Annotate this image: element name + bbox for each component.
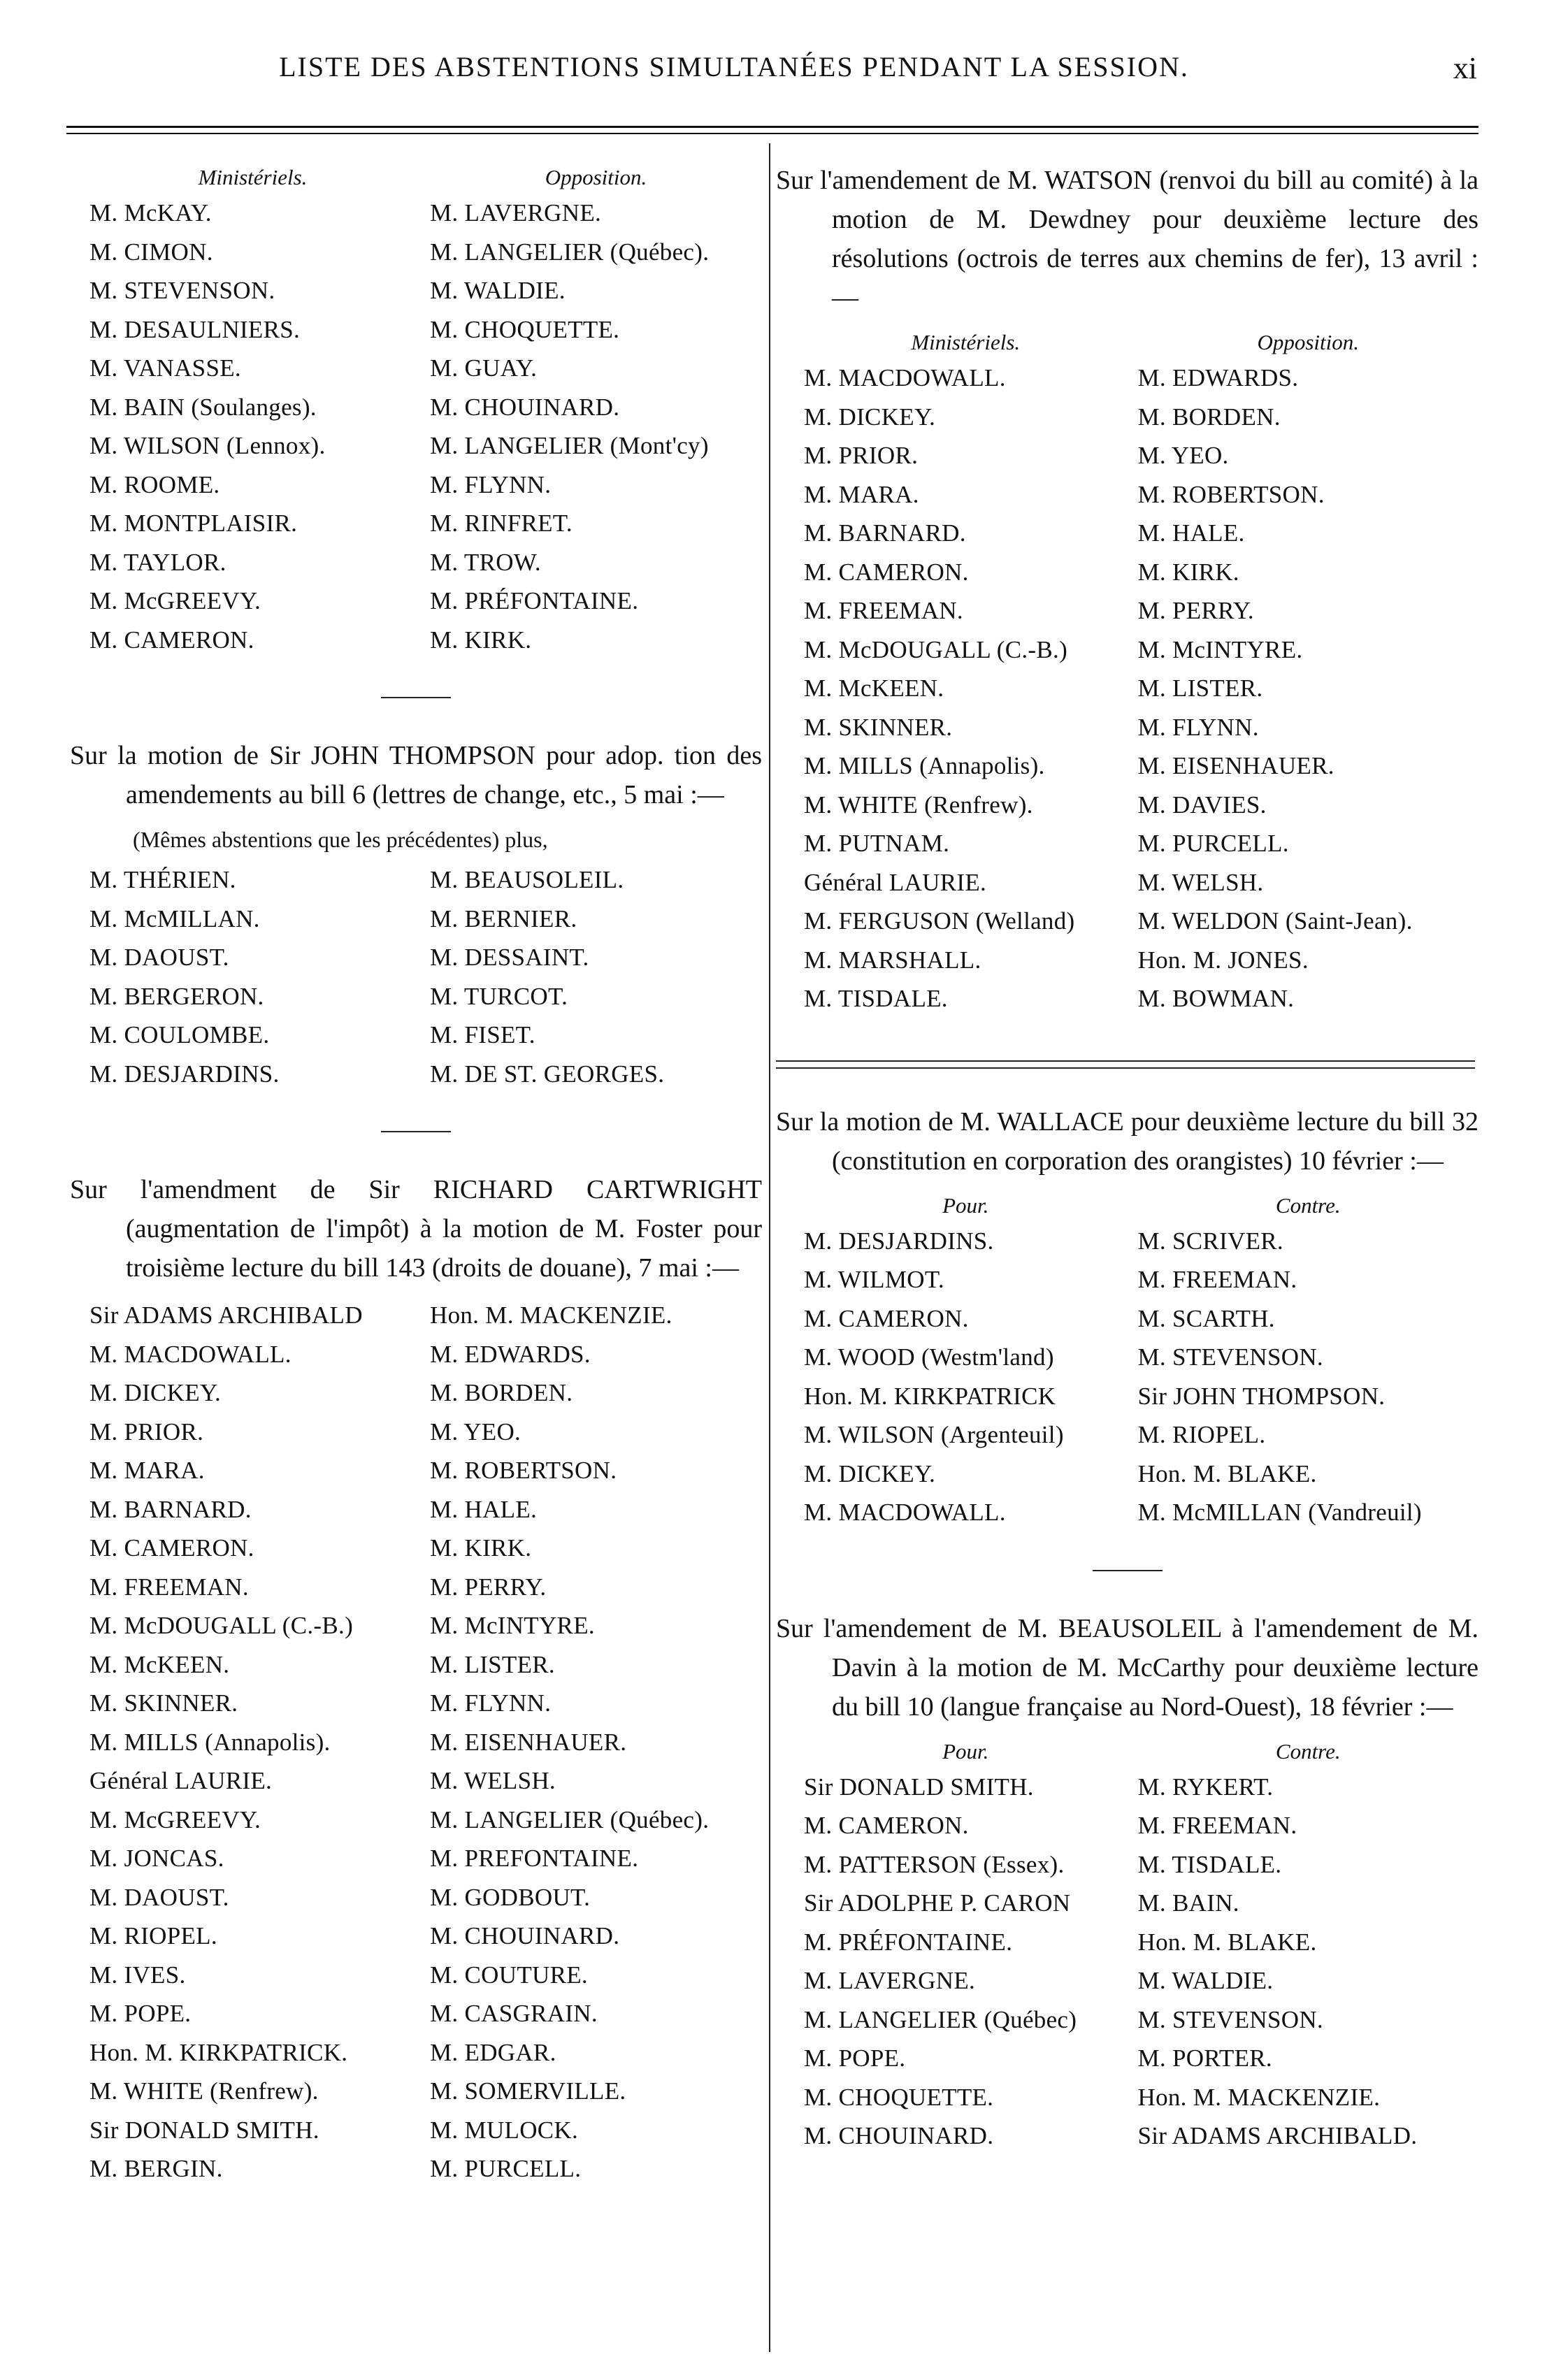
- member-name: M. BOWMAN.: [1137, 985, 1295, 1012]
- member-name: M. MULOCK.: [430, 2116, 579, 2144]
- contre-column: [1128, 1189, 1479, 1532]
- member-name: M. EISENHAUER.: [430, 1728, 627, 1756]
- member-name: M. WILSON (Lennox).: [89, 432, 326, 459]
- section-double-rule: [776, 1060, 1475, 1074]
- member-name: M. FREEMAN.: [804, 597, 963, 624]
- member-name: M. WOOD (Westm'land): [804, 1343, 1054, 1371]
- member-name: M. CAMERON.: [89, 1534, 254, 1562]
- member-name: M. FREEMAN.: [89, 1573, 249, 1601]
- member-name: M. PRÉFONTAINE.: [430, 587, 639, 614]
- member-name: M. DAOUST.: [89, 944, 229, 971]
- member-name: M. COUTURE.: [430, 1961, 588, 1989]
- member-name: M. MILLS (Annapolis).: [804, 752, 1045, 779]
- member-name: M. WELSH.: [1137, 868, 1264, 896]
- section-separator: [381, 1131, 451, 1132]
- member-name: M. McDOUGALL (C.-B.): [89, 1612, 354, 1639]
- member-name: M. WILSON (Argenteuil): [804, 1421, 1064, 1448]
- section-separator: [1093, 1570, 1163, 1571]
- opposition-column: [1128, 326, 1479, 1018]
- member-name: M. CAMERON.: [804, 558, 969, 586]
- header-rule-thin: [66, 133, 1478, 134]
- member-name: M. HALE.: [430, 1495, 538, 1523]
- member-name: M. KIRK.: [1137, 558, 1239, 586]
- motion-text: Sur l'amendement de M. WATSON (renvoi du bill au comité) à la motion de M. Dewdney pour deuxième lecture des résolutions (octrois de terres aux chemins de fer), 13 avril :—: [776, 166, 1478, 312]
- member-name: M. FLYNN.: [430, 1689, 552, 1717]
- member-name: M. ROBERTSON.: [1137, 480, 1325, 508]
- member-name: M. RIOPEL.: [1137, 1421, 1266, 1448]
- member-name: M. WILMOT.: [804, 1266, 944, 1293]
- member-name: Sir ADOLPHE P. CARON: [804, 1889, 1071, 1917]
- member-name: Hon. M. MACKENZIE.: [430, 1301, 672, 1329]
- member-name: M. PRIOR.: [804, 442, 919, 469]
- opposition-column: [416, 860, 762, 1093]
- member-name: M. IVES.: [89, 1961, 186, 1989]
- column-divider: [769, 143, 770, 2352]
- ministeriels-column: [70, 161, 416, 659]
- member-name: M. LANGELIER (Québec).: [430, 1805, 710, 1833]
- member-name: M. BAIN (Soulanges).: [89, 393, 317, 421]
- member-name: M. DAVIES.: [1137, 791, 1267, 818]
- member-name: M. PUTNAM.: [804, 830, 950, 857]
- member-name: M. WALDIE.: [430, 277, 566, 304]
- page-header: [70, 50, 1477, 99]
- member-name: M. ROOME.: [89, 470, 220, 498]
- left-column: [70, 161, 762, 2188]
- member-name: M. LISTER.: [1137, 675, 1263, 702]
- ministeriels-column: [776, 326, 1128, 1018]
- member-name: M. PRÉFONTAINE.: [804, 1928, 1013, 1956]
- member-name: M. McKEEN.: [804, 675, 944, 702]
- member-name: M. LANGELIER (Québec).: [430, 238, 710, 266]
- member-name: M. McDOUGALL (C.-B.): [804, 635, 1068, 663]
- member-name: M. PRIOR.: [89, 1418, 204, 1445]
- member-name: M. EDGAR.: [430, 2038, 556, 2066]
- member-name: M. ROBERTSON.: [430, 1457, 617, 1484]
- member-name: M. SKINNER.: [804, 713, 953, 741]
- member-name: M. LANGELIER (Mont'cy): [430, 432, 709, 459]
- member-name: M. EDWARDS.: [430, 1340, 591, 1368]
- member-name: M. STEVENSON.: [1137, 1343, 1323, 1371]
- member-name: M. RINFRET.: [430, 510, 573, 537]
- member-name: M. MACDOWALL.: [804, 364, 1006, 391]
- vote-list: [776, 326, 1478, 1018]
- member-name: M. WELSH.: [430, 1767, 556, 1794]
- member-name: M. MARSHALL.: [804, 946, 981, 974]
- member-name: M. TROW.: [430, 548, 541, 576]
- member-name: M. CIMON.: [89, 238, 213, 266]
- member-name: M. SOMERVILLE.: [430, 2077, 626, 2105]
- member-name: M. DESAULNIERS.: [89, 315, 301, 343]
- member-name: M. GUAY.: [430, 354, 538, 382]
- member-name: Général LAURIE.: [804, 868, 987, 896]
- member-name: M. TISDALE.: [804, 985, 948, 1012]
- member-name: M. McMILLAN.: [89, 904, 260, 932]
- member-name: Général LAURIE.: [89, 1767, 273, 1794]
- member-name: M. CHOQUETTE.: [804, 2083, 994, 2111]
- member-name: M. DICKEY.: [804, 403, 936, 431]
- member-name: Hon. M. BLAKE.: [1137, 1459, 1317, 1487]
- member-name: Hon. M. KIRKPATRICK.: [89, 2038, 348, 2066]
- member-name: M. DESSAINT.: [430, 944, 589, 971]
- opposition-column: [416, 161, 762, 659]
- member-name: M. KIRK.: [430, 1534, 532, 1562]
- member-name: M. MACDOWALL.: [89, 1340, 292, 1368]
- column-header: Ministériels.: [198, 165, 308, 189]
- member-name: M. MARA.: [89, 1457, 205, 1484]
- member-name: M. BORDEN.: [1137, 403, 1281, 431]
- member-name: M. McINTYRE.: [1137, 635, 1303, 663]
- member-name: M. BARNARD.: [804, 519, 966, 547]
- member-name: M. DICKEY.: [89, 1379, 222, 1406]
- pour-column: [776, 1189, 1128, 1532]
- motion-text: Sur l'amendement de M. BEAUSOLEIL à l'amendement de M. Davin à la motion de M. McCarthy pour deuxième lecture du bill 10 (langue française au Nord-Ouest), 18 février :—: [776, 1613, 1478, 1722]
- vote-list: [776, 1735, 1478, 2156]
- member-name: M. BERGIN.: [89, 2155, 223, 2182]
- member-name: M. MACDOWALL.: [804, 1499, 1006, 1526]
- motion-text: Sur la motion de M. WALLACE pour deuxième lecture du bill 32 (constitution en corporation des orangistes) 10 février :—: [776, 1106, 1478, 1176]
- member-name: M. McGREEVY.: [89, 587, 261, 614]
- member-name: M. DESJARDINS.: [89, 1060, 280, 1088]
- right-column: [776, 161, 1478, 2156]
- member-name: Hon. M. JONES.: [1137, 946, 1309, 974]
- member-name: M. PATTERSON (Essex).: [804, 1850, 1065, 1878]
- column-header: Opposition.: [545, 165, 647, 189]
- member-name: Sir DONALD SMITH.: [89, 2116, 319, 2144]
- member-name: M. GODBOUT.: [430, 1883, 591, 1911]
- member-name: M. YEO.: [430, 1418, 521, 1445]
- member-name: M. CASGRAIN.: [430, 2000, 598, 2027]
- member-name: M. BAIN.: [1137, 1889, 1239, 1917]
- member-name: M. SCARTH.: [1137, 1304, 1275, 1332]
- member-name: M. BERNIER.: [430, 904, 577, 932]
- member-name: M. DAOUST.: [89, 1883, 229, 1911]
- member-name: M. FISET.: [430, 1021, 535, 1048]
- member-name: M. LANGELIER (Québec): [804, 2005, 1077, 2033]
- member-name: M. STEVENSON.: [1137, 2005, 1323, 2033]
- vote-list: [70, 161, 762, 659]
- member-name: M. MARA.: [804, 480, 919, 508]
- member-name: M. EISENHAUER.: [1137, 752, 1334, 779]
- member-name: M. FREEMAN.: [1137, 1812, 1297, 1839]
- member-name: M. HALE.: [1137, 519, 1245, 547]
- member-name: M. McMILLAN (Vandreuil): [1137, 1499, 1422, 1526]
- column-header: Contre.: [1275, 1738, 1341, 1764]
- member-name: M. WHITE (Renfrew).: [804, 791, 1033, 818]
- member-name: M. PURCELL.: [1137, 830, 1289, 857]
- member-name: M. RIOPEL.: [89, 1922, 217, 1949]
- member-name: M. DE ST. GEORGES.: [430, 1060, 665, 1088]
- contre-column: [1128, 1735, 1479, 2156]
- member-name: M. FREEMAN.: [1137, 1266, 1297, 1293]
- member-name: M. FLYNN.: [430, 470, 552, 498]
- member-name: M. SKINNER.: [89, 1689, 238, 1717]
- column-header: Opposition.: [1257, 330, 1360, 354]
- member-name: M. CAMERON.: [804, 1812, 969, 1839]
- column-header: Pour.: [942, 1192, 989, 1218]
- member-name: M. TAYLOR.: [89, 548, 226, 576]
- header-rule: [66, 126, 1478, 128]
- member-name: M. TURCOT.: [430, 982, 568, 1010]
- member-name: M. CHOQUETTE.: [430, 315, 620, 343]
- column-header: Ministériels.: [911, 330, 1021, 354]
- member-name: M. McGREEVY.: [89, 1805, 261, 1833]
- opposition-column: [416, 1296, 762, 2188]
- column-header: Pour.: [942, 1738, 989, 1764]
- ministeriels-column: [70, 1296, 416, 2188]
- member-name: M. BORDEN.: [430, 1379, 573, 1406]
- member-name: M. CHOUINARD.: [430, 393, 620, 421]
- ministeriels-column: [70, 860, 416, 1093]
- vote-list: [70, 860, 762, 1093]
- member-name: M. DESJARDINS.: [804, 1227, 994, 1255]
- motion-text: Sur l'amendment de Sir RICHARD CARTWRIGHT (augmentation de l'impôt) à la motion de M. Foster pour troisième lecture du bill 143 (droits de douane), 7 mai :—: [70, 1175, 762, 1283]
- member-name: M. VANASSE.: [89, 354, 241, 382]
- member-name: Sir DONALD SMITH.: [804, 1773, 1034, 1801]
- member-name: M. FLYNN.: [1137, 713, 1259, 741]
- member-name: M. LAVERGNE.: [430, 199, 602, 226]
- member-name: M. CAMERON.: [804, 1304, 969, 1332]
- member-name: M. TISDALE.: [1137, 1850, 1282, 1878]
- member-name: M. WHITE (Renfrew).: [89, 2077, 319, 2105]
- member-name: M. McINTYRE.: [430, 1612, 595, 1639]
- member-name: M. McKAY.: [89, 199, 212, 226]
- member-name: M. CHOUINARD.: [804, 2122, 994, 2149]
- member-name: M. PERRY.: [1137, 597, 1254, 624]
- member-name: M. POPE.: [804, 2044, 906, 2072]
- motion-note: (Mêmes abstentions que les précédentes) plus,: [133, 827, 548, 852]
- member-name: M. PREFONTAINE.: [430, 1845, 639, 1872]
- member-name: M. WALDIE.: [1137, 1967, 1274, 1994]
- vote-list: [776, 1189, 1478, 1532]
- member-name: M. BARNARD.: [89, 1495, 252, 1523]
- member-name: M. POPE.: [89, 2000, 192, 2027]
- member-name: M. FERGUSON (Welland): [804, 907, 1075, 935]
- section-separator: [381, 697, 451, 698]
- member-name: M. SCRIVER.: [1137, 1227, 1283, 1255]
- member-name: M. CAMERON.: [89, 626, 254, 654]
- page-title: LISTE DES ABSTENTIONS SIMULTANÉES PENDANT LA SESSION.: [279, 51, 1189, 82]
- member-name: M. PERRY.: [430, 1573, 547, 1601]
- member-name: M. KIRK.: [430, 626, 532, 654]
- member-name: Hon. M. BLAKE.: [1137, 1928, 1317, 1956]
- member-name: M. BERGERON.: [89, 982, 264, 1010]
- member-name: M. YEO.: [1137, 442, 1229, 469]
- member-name: M. STEVENSON.: [89, 277, 275, 304]
- member-name: M. PORTER.: [1137, 2044, 1272, 2072]
- member-name: M. RYKERT.: [1137, 1773, 1274, 1801]
- member-name: M. LAVERGNE.: [804, 1967, 976, 1994]
- member-name: M. DICKEY.: [804, 1459, 936, 1487]
- column-header: Contre.: [1275, 1192, 1341, 1218]
- member-name: Sir ADAMS ARCHIBALD: [89, 1301, 363, 1329]
- vote-list: [70, 1296, 762, 2188]
- member-name: Sir JOHN THOMPSON.: [1137, 1382, 1386, 1410]
- member-name: M. LISTER.: [430, 1650, 555, 1678]
- member-name: M. EDWARDS.: [1137, 364, 1299, 391]
- member-name: M. BEAUSOLEIL.: [430, 866, 624, 893]
- member-name: M. JONCAS.: [89, 1845, 224, 1872]
- member-name: M. MILLS (Annapolis).: [89, 1728, 331, 1756]
- member-name: M. CHOUINARD.: [430, 1922, 620, 1949]
- motion-text: Sur la motion de Sir JOHN THOMPSON pour adop. tion des amendements au bill 6 (lettres de change, etc., 5 mai :—: [70, 741, 762, 809]
- pour-column: [776, 1735, 1128, 2156]
- member-name: M. WELDON (Saint-Jean).: [1137, 907, 1413, 935]
- member-name: Hon. M. KIRKPATRICK: [804, 1382, 1056, 1410]
- member-name: M. COULOMBE.: [89, 1021, 270, 1048]
- member-name: M. THÉRIEN.: [89, 866, 236, 893]
- member-name: Hon. M. MACKENZIE.: [1137, 2083, 1381, 2111]
- page-number: xi: [1453, 51, 1477, 85]
- member-name: M. PURCELL.: [430, 2155, 582, 2182]
- member-name: M. McKEEN.: [89, 1650, 230, 1678]
- member-name: Sir ADAMS ARCHIBALD.: [1137, 2122, 1418, 2149]
- member-name: M. MONTPLAISIR.: [89, 510, 298, 537]
